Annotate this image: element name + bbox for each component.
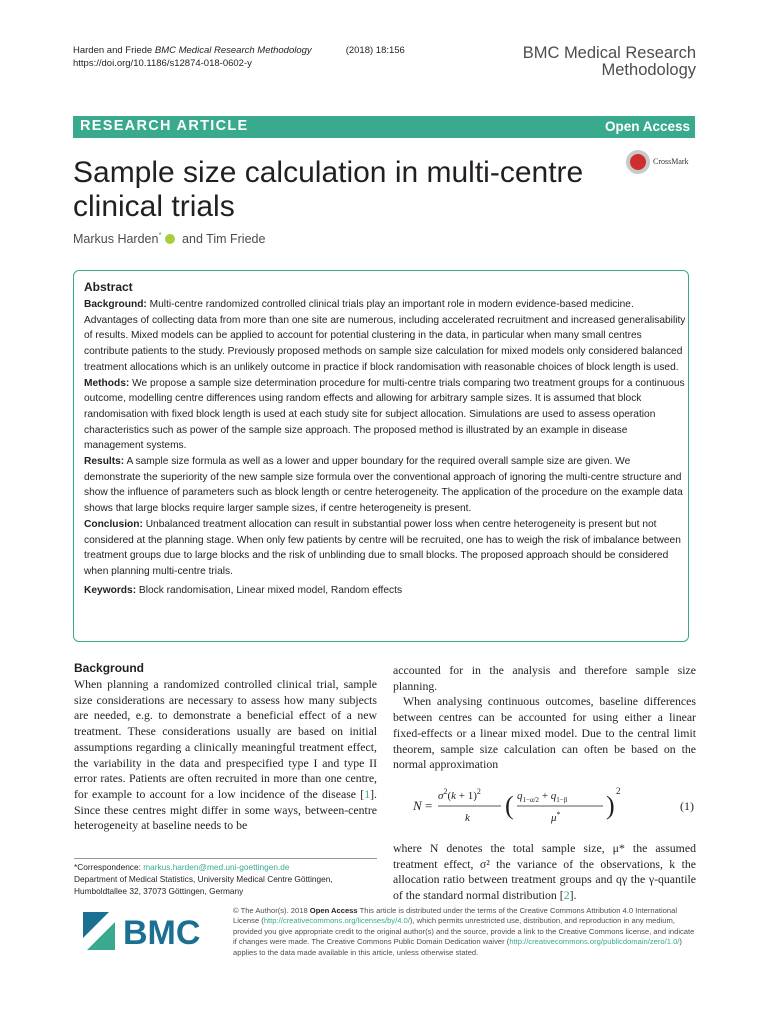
license-open-access: Open Access <box>309 906 358 915</box>
license-text-run: ), which permits unrestricted use, distribution, and reproduction in any medium, provided you give appropriate credit to the original author(s) and the source, provide a link to the Creative Commons license, and indicate if changes were made. The Creative Commons Public Domain Dedication waiver ( <box>233 916 695 947</box>
open-access-label: Open Access <box>604 119 690 134</box>
abstract-results-label: Results: <box>84 456 125 468</box>
body-paragraph <box>393 841 696 904</box>
orcid-icon[interactable] <box>165 234 175 244</box>
keywords-label: Keywords: <box>84 584 137 596</box>
equation-formula <box>413 777 673 835</box>
abstract-background-label: Background: <box>84 299 147 310</box>
body-text-run: where N denotes the total sample size, μ* the assumed treatment effect, σ² the variance of the observations, k the allocation ratio between treatment groups and qγ the γ-quantile of the standard normal distribution [ <box>393 840 696 903</box>
bmc-logo <box>81 906 221 954</box>
svg-text:σ2(k + 1)2: $\sigma^2(k + 1)^2$ <box>438 786 481 802</box>
body-text-run: When planning a randomized controlled clinical trial, sample size considerations are necessary to assess how many subjects are needed, e.g. to demonstrate a beneficial effect of a new treatment. These considerations usually are based on initial assumptions regarding a clinically meaningful treatment effect, the variability in the data and prespecified type I and type II error rates. Patients are often recruited in more than one centre, for example to account for a low incidence of the disease [ <box>74 677 377 801</box>
license-link[interactable]: http://creativecommons.org/publicdomain/zero/1.0/ <box>509 937 680 947</box>
abstract-conclusion-label: Conclusion: <box>84 518 143 530</box>
header-authors: Harden and Friede <box>73 45 153 56</box>
header-year-volume: (2018) 18:156 <box>345 45 405 56</box>
article-title: Sample size calculation in multi-centre clinical trials <box>73 156 584 223</box>
equation-1 <box>393 777 696 835</box>
svg-text:q1−α/2 + q1−β: $q_{1-\alpha/2} + q_{1-\beta}$ <box>517 789 568 804</box>
abstract-background-text: Multi-centre randomized controlled clinical trials play an important role in modern evidence-based medicine. Advantages of collecting data from more than one site are numerous, including accelerated recruitment and increased generalisability of results. Mixed models can be applied to account for potential clustering in the data, in particular when many small centres contribute patients to the study. Previously proposed methods on sample size calculation for mixed models only considered balanced treatment allocations which is an unlikely outcome in practice if block randomisation with reasonable choices of block length is used. <box>84 299 686 373</box>
body-text-run: ]. <box>569 888 577 903</box>
body-text-run: ]. Since these centres might differ in some ways, between-centre heterogeneity at baseline needs to be <box>74 786 377 833</box>
license-text-run: This article is distributed under the terms of the Creative Commons Attribution 4.0 International License ( <box>233 906 678 926</box>
keywords-text: Block randomisation, Linear mixed model, Random effects <box>136 584 403 596</box>
abstract-methods-text: We propose a sample size determination procedure for multi-centre trials comparing two treatment groups for a continuous outcome, modelling centre differences using random effects and allowing for arbitrary sample sizes. It is assumed that block randomisation with fixed block length is used at each study site for subject allocation. Simulations are used to assess operation characteristics such as power of the sample size approach. The proposed method is illustrated by an example in disease management systems. <box>84 377 685 452</box>
crossmark-icon <box>626 150 650 174</box>
abstract-methods-label: Methods: <box>84 377 130 389</box>
body-right-column <box>393 663 696 904</box>
abstract-results-text: A sample size formula as well as a lower and upper boundary for the required overall sample size are given. We demonstrate the superiority of the new sample size formula over the conventional approach of ignoring the multi-centre structure and show the influence of parameters such as block length or centre heterogeneity. The application of the procedure on the example data shows that large blocks require larger sample sizes, if centre heterogeneity is present. <box>84 456 683 515</box>
author-list <box>73 231 265 246</box>
svg-text:2: 2 <box>616 785 621 796</box>
header-doi-link[interactable]: https://doi.org/10.1186/s12874-018-0602-y <box>73 58 252 69</box>
citation-link[interactable]: 1 <box>364 786 371 801</box>
corresponding-mark: * <box>158 231 162 240</box>
license-statement <box>233 906 696 958</box>
citation-link[interactable]: 2 <box>563 888 570 903</box>
body-paragraph <box>74 677 377 834</box>
abstract-methods <box>84 376 688 455</box>
affiliation-dept: Department of Medical Statistics, University Medical Centre Göttingen, <box>74 873 333 884</box>
footnote-divider <box>74 858 377 859</box>
bmc-logo-text: BMC <box>123 914 201 952</box>
journal-name <box>523 45 696 79</box>
svg-text:μ*: μ* <box>551 809 561 824</box>
crossmark-button[interactable] <box>626 150 696 176</box>
abstract-results <box>84 454 688 517</box>
abstract-box <box>73 270 689 642</box>
license-text-run: ) applies to the data made available in this article, unless otherwise stated. <box>233 937 682 957</box>
abstract-conclusion-text: Unbalanced treatment allocation can result in substantial power loss when centre heterogeneity is present but not considered at the planning stage. When only few patients by centre will be recruited, one has to weigh the risk of imbalance between treatment groups due to large blocks and the risk of unblinding due to small blocks. The proposed approach should be considered when planning multi-centre trials. <box>84 518 681 577</box>
article-type-label: RESEARCH ARTICLE <box>80 118 249 134</box>
body-left-column <box>74 661 377 834</box>
journal-name-line2: Methodology <box>601 61 696 79</box>
abstract-keywords <box>84 583 688 599</box>
header-journal: BMC Medical Research Methodology <box>154 45 312 56</box>
abstract-heading: Abstract <box>84 280 133 294</box>
abstract-conclusion <box>84 517 688 580</box>
license-text-run: © The Author(s). 2018 <box>233 906 310 915</box>
equation-number: (1) <box>680 798 694 813</box>
svg-text:N: N <box>413 797 422 813</box>
license-link[interactable]: http://creativecommons.org/licenses/by/4.0/ <box>263 916 410 926</box>
svg-text:=: = <box>425 797 433 813</box>
svg-text:(: ( <box>505 790 514 820</box>
author-link[interactable]: Markus Harden <box>73 232 159 247</box>
abstract-background <box>84 297 688 376</box>
svg-text:k: k <box>465 811 470 824</box>
crossmark-label: CrossMark <box>653 157 689 166</box>
author-list-rest: and Tim Friede <box>178 232 266 247</box>
correspondence-footnote <box>74 862 377 897</box>
affiliation-address: Humboldtallee 32, 37073 Göttingen, Germany <box>74 885 244 896</box>
body-paragraph: accounted for in the analysis and therefore sample size planning. <box>393 663 696 693</box>
correspondence-label: *Correspondence: <box>74 862 144 872</box>
svg-text:): ) <box>606 790 615 820</box>
section-heading-background: Background <box>74 661 145 675</box>
running-header <box>73 44 405 70</box>
article-type-banner <box>73 116 695 138</box>
body-paragraph: When analysing continuous outcomes, baseline differences between centres can be accounted for using either a linear fixed-effects or a linear mixed model. Due to the central limit theorem, sample size calculation can often be based on the normal approximation <box>393 694 696 772</box>
journal-name-line1: BMC Medical Research <box>522 44 696 62</box>
correspondence-email-link[interactable]: markus.harden@med.uni-goettingen.de <box>143 862 290 872</box>
